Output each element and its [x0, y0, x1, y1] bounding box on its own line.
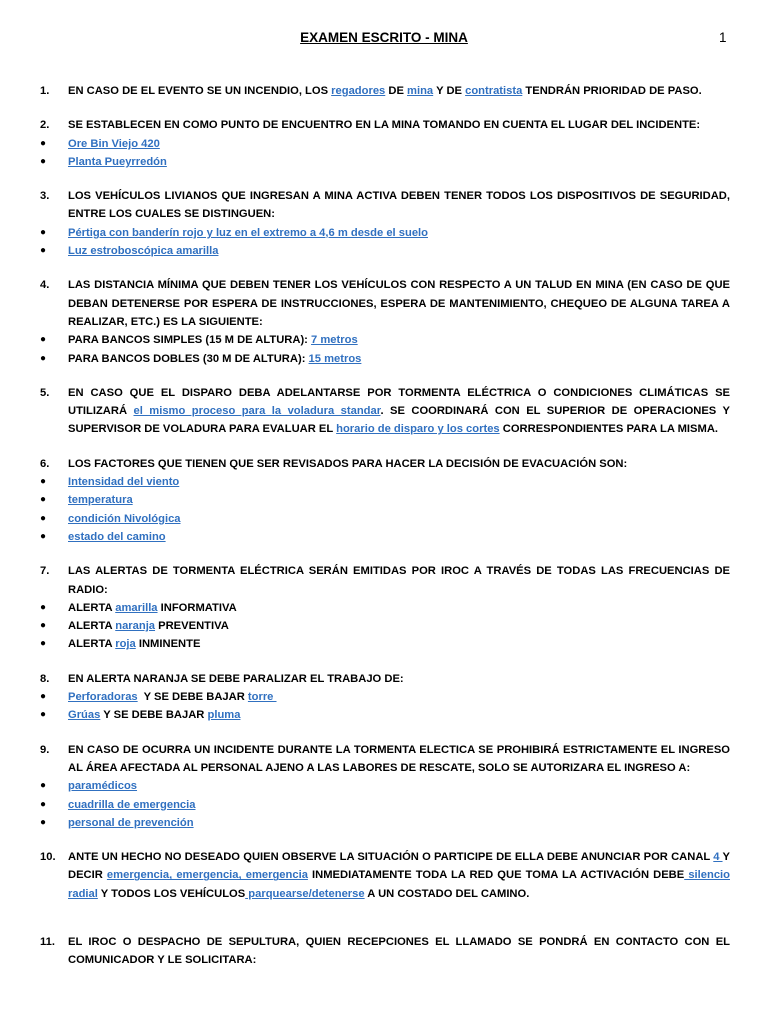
bullet-item	[40, 688, 730, 706]
text: EN CASO QUE EL DISPARO DEBA ADELANTARSE POR TORMENTA ELÉCTRICA O CONDICIONES CLIMÁTICAS SE UTILIZARÁ	[68, 386, 730, 418]
question-9	[40, 741, 730, 778]
answer: personal de prevención	[68, 816, 194, 829]
answer: Intensidad del viento	[68, 476, 180, 489]
text: Y TODOS LOS VEHÍCULOS	[97, 887, 246, 900]
question-3-block	[40, 187, 730, 260]
bullet-text	[68, 599, 730, 617]
bullet-text	[68, 688, 730, 706]
text: ALERTA	[68, 601, 116, 614]
question-4-block	[40, 276, 730, 367]
text: Y DECIR	[68, 851, 730, 882]
answer: regadores	[331, 85, 386, 97]
bullet-item	[40, 528, 730, 546]
bullet-icon: ●	[40, 780, 47, 792]
bullet-icon: ●	[40, 691, 47, 703]
bullet-icon: ●	[40, 352, 47, 364]
answer: Perforadoras	[68, 691, 138, 704]
answer: Pértiga con banderín rojo y luz en el extremo a 4,6 m desde el suelo	[68, 226, 428, 239]
question-number: 3.	[40, 190, 50, 203]
answer: estado del camino	[68, 530, 166, 543]
question-text	[68, 848, 730, 903]
bullet-text	[68, 350, 730, 368]
question-number: 1.	[40, 85, 50, 97]
answer: Planta Pueyrredón	[68, 155, 167, 168]
bullet-text	[68, 331, 730, 349]
bullet-icon: ●	[40, 620, 47, 632]
question-5	[40, 384, 730, 439]
bullet-icon: ●	[40, 530, 47, 542]
text: CORRESPONDIENTES PARA LA MISMA.	[499, 423, 719, 436]
bullet-item	[40, 224, 730, 242]
question-7-block	[40, 562, 730, 653]
answer: Grúas	[68, 709, 101, 722]
bullet-icon: ●	[40, 816, 47, 828]
answer: temperatura	[68, 494, 133, 507]
bullet-icon: ●	[40, 601, 47, 613]
answer: mina	[407, 85, 434, 97]
answer: silencio radial	[68, 869, 730, 900]
bullet-icon: ●	[40, 798, 47, 810]
question-2	[40, 116, 730, 134]
question-text: SE ESTABLECEN EN COMO PUNTO DE ENCUENTRO EN LA MINA TOMANDO EN CUENTA EL LUGAR DEL INCIDENTE:	[68, 119, 701, 132]
question-7	[40, 562, 730, 599]
answer: el mismo proceso para la voladura standar	[133, 405, 381, 418]
question-8-block	[40, 670, 730, 725]
text: INFORMATIVA	[157, 601, 237, 614]
bullet-item	[40, 777, 730, 795]
bullet-item	[40, 599, 730, 617]
answer: pluma	[207, 709, 241, 722]
question-text: EN ALERTA NARANJA SE DEBE PARALIZAR EL TRABAJO DE:	[68, 672, 404, 685]
bullet-item	[40, 796, 730, 814]
bullet-icon: ●	[40, 709, 47, 721]
bullet-item	[40, 350, 730, 368]
answer: 7 metros	[311, 334, 358, 347]
page-title: EXAMEN ESCRITO - MINA	[300, 30, 468, 45]
question-number: 5.	[40, 386, 50, 399]
bullet-item	[40, 814, 730, 832]
question-9-block	[40, 741, 730, 832]
text: . SE COORDINARÁ CON EL SUPERIOR DE OPERACIONES Y SUPERVISOR DE VOLADURA PARA EVALUAR EL	[68, 405, 730, 436]
question-1	[40, 82, 730, 100]
bullet-icon: ●	[40, 137, 47, 149]
bullet-item	[40, 706, 730, 724]
answer: emergencia, emergencia, emergencia	[106, 869, 308, 882]
bullet-icon: ●	[40, 155, 47, 167]
question-3	[40, 187, 730, 224]
text: A UN COSTADO DEL CAMINO.	[364, 887, 530, 900]
question-6-block	[40, 455, 730, 546]
bullet-icon: ●	[40, 638, 47, 650]
answer: condición Nivológica	[68, 512, 181, 525]
bullet-icon: ●	[40, 226, 47, 238]
text: Y DE	[433, 85, 466, 97]
bullet-text	[68, 706, 730, 724]
question-number: 9.	[40, 743, 50, 756]
bullet-text	[68, 635, 730, 653]
answer: 15 metros	[308, 352, 362, 365]
bullet-item	[40, 635, 730, 653]
question-text: EL IROC O DESPACHO DE SEPULTURA, QUIEN RECEPCIONES EL LLAMADO SE PONDRÁ EN CONTACTO CON EL COMUNICADOR Y LE SOLICITARA:	[68, 935, 730, 967]
answer: 4	[713, 851, 723, 864]
question-text: LAS DISTANCIA MÍNIMA QUE DEBEN TENER LOS VEHÍCULOS CON RESPECTO A UN TALUD EN MINA (EN CASO DE QUE DEBAN DETENERSE POR ESPERA DE INSTRUCCIONES, ESPERA DE MANTENIMIENTO, CHEQUEO DE ALGUNA TAREA A REALIZAR, ETC.) ES LA SIGUIENTE:	[68, 279, 730, 328]
question-number: 2.	[40, 119, 50, 132]
text: ANTE UN HECHO NO DESEADO QUIEN OBSERVE LA SITUACIÓN O PARTICIPE DE ELLA DEBE ANUNCIAR POR CANAL	[68, 851, 714, 864]
question-2-block	[40, 116, 730, 171]
text: Y SE DEBE BAJAR	[137, 691, 248, 704]
answer: horario de disparo y los cortes	[336, 423, 500, 436]
bullet-item	[40, 473, 730, 491]
answer: roja	[115, 638, 136, 651]
answer: torre	[247, 691, 277, 704]
text: PARA BANCOS SIMPLES (15 M DE ALTURA):	[68, 334, 312, 347]
bullet-icon: ●	[40, 512, 47, 524]
text: Y SE DEBE BAJAR	[100, 709, 208, 722]
bullet-item	[40, 242, 730, 260]
question-text	[68, 384, 730, 439]
question-number: 8.	[40, 672, 50, 685]
bullet-icon: ●	[40, 334, 47, 346]
bullet-icon: ●	[40, 476, 47, 488]
answer: Luz estroboscópica amarilla	[68, 245, 219, 258]
question-11	[40, 933, 730, 970]
bullet-item	[40, 491, 730, 509]
answer: naranja	[115, 620, 156, 633]
question-number: 4.	[40, 279, 50, 292]
answer: amarilla	[115, 601, 158, 614]
text: ALERTA	[68, 638, 116, 651]
question-text	[68, 82, 730, 100]
answer: Ore Bin Viejo 420	[68, 137, 160, 150]
exam-content	[40, 82, 730, 986]
question-4	[40, 276, 730, 331]
bullet-icon: ●	[40, 494, 47, 506]
question-number: 11.	[40, 935, 55, 948]
text: EN CASO DE EL EVENTO SE UN INCENDIO, LOS	[68, 85, 332, 97]
text: INMINENTE	[135, 638, 201, 651]
text: PARA BANCOS DOBLES (30 M DE ALTURA):	[68, 352, 309, 365]
text: ALERTA	[68, 620, 116, 633]
page-number: 1	[719, 30, 727, 45]
bullet-item	[40, 331, 730, 349]
bullet-text	[68, 617, 730, 635]
bullet-item	[40, 617, 730, 635]
question-6	[40, 455, 730, 473]
question-10	[40, 848, 730, 903]
question-text: LAS ALERTAS DE TORMENTA ELÉCTRICA SERÁN EMITIDAS POR IROC A TRAVÉS DE TODAS LAS FRECUENCIAS DE RADIO:	[68, 565, 730, 596]
question-number: 10.	[40, 851, 56, 864]
question-text: LOS VEHÍCULOS LIVIANOS QUE INGRESAN A MINA ACTIVA DEBEN TENER TODOS LOS DISPOSITIVOS DE SEGURIDAD, ENTRE LOS CUALES SE DISTINGUEN:	[68, 190, 730, 221]
answer: contratista	[465, 85, 523, 97]
text: TENDRÁN PRIORIDAD DE PASO.	[522, 85, 702, 97]
answer: parquearse/detenerse	[245, 887, 365, 900]
bullet-item	[40, 510, 730, 528]
question-number: 7.	[40, 565, 50, 578]
bullet-item	[40, 153, 730, 171]
answer: cuadrilla de emergencia	[68, 798, 196, 811]
question-8	[40, 670, 730, 688]
text: PREVENTIVA	[155, 620, 229, 633]
text: INMEDIATAMENTE TODA LA RED QUE TOMA LA ACTIVACIÓN DEBE	[307, 869, 685, 882]
answer: paramédicos	[68, 780, 138, 793]
text: DE	[385, 85, 408, 97]
bullet-icon: ●	[40, 245, 47, 257]
bullet-item	[40, 135, 730, 153]
question-text: EN CASO DE OCURRA UN INCIDENTE DURANTE LA TORMENTA ELECTICA SE PROHIBIRÁ ESTRICTAMENTE EL INGRESO AL ÁREA AFECTADA AL PERSONAL AJENO A LAS LABORES DE RESCATE, SOLO SE AUTORIZARA EL INGRESO A:	[68, 743, 730, 774]
question-text: LOS FACTORES QUE TIENEN QUE SER REVISADOS PARA HACER LA DECISIÓN DE EVACUACIÓN SON:	[68, 457, 628, 470]
question-number: 6.	[40, 457, 50, 470]
